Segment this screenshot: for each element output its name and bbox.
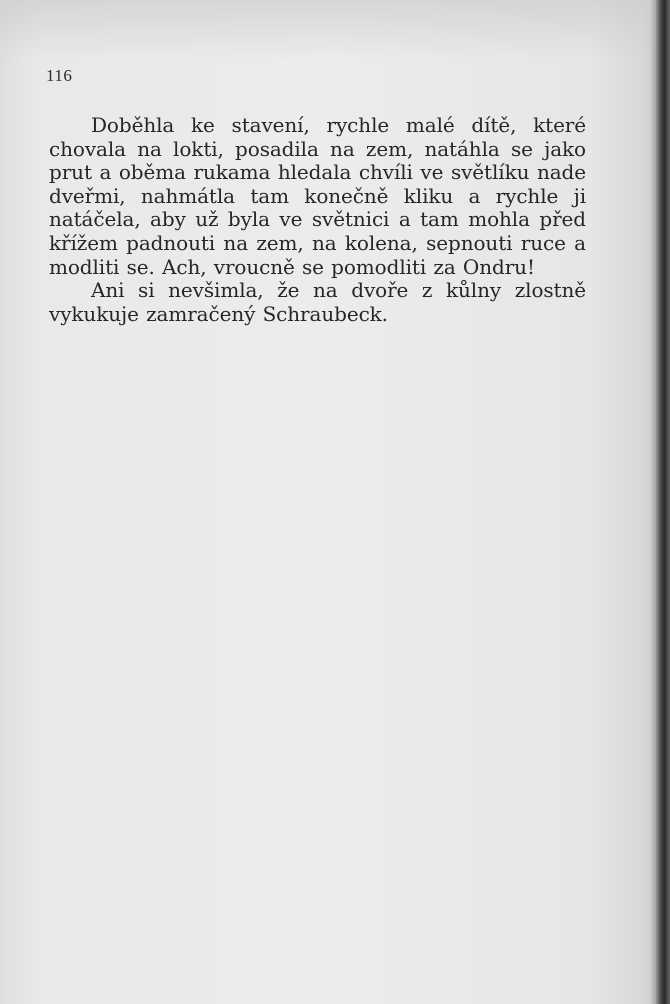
paragraph-1: Doběhla ke stavení, rychle malé dítě, které chovala na lokti, posadila na zem, natáhla se jako prut a oběma rukama hledala chvíli ve světlíku nade dveřmi, nahmátla tam konečně kliku a rychle ji natáčela, aby už byla ve světnici a tam mohla před křížem padnouti na zem, na kolena, sepnouti ruce a modliti se. Ach, vroucně se pomodliti za Ondru! <box>49 113 586 279</box>
body-text <box>49 114 586 326</box>
page-number: 116 <box>46 66 73 85</box>
paragraph-2: Ani si nevšimla, že na dvoře z kůlny zlostně vykukuje zamračený Schraubeck. <box>49 278 586 326</box>
book-spine <box>656 0 670 1004</box>
